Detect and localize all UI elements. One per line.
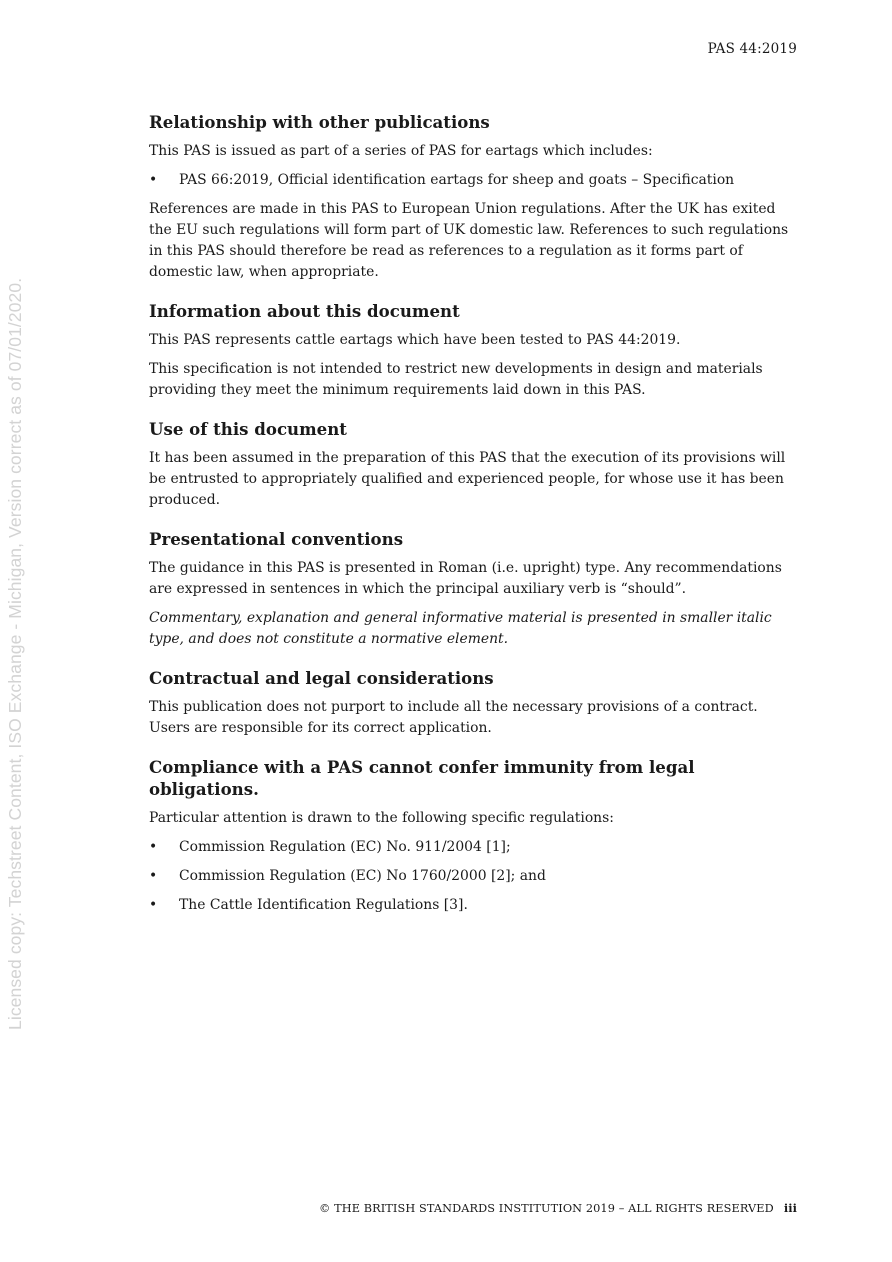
- section-use: [149, 418, 799, 511]
- section-contractual: [149, 667, 799, 739]
- bullet-icon: •: [149, 868, 158, 884]
- list-item: [149, 837, 799, 858]
- page-number: iii: [783, 1201, 797, 1215]
- list-item-text: Commission Regulation (EC) No. 911/2004 [1];: [179, 839, 511, 855]
- bullet-icon: •: [149, 172, 158, 188]
- copyright-notice: © THE BRITISH STANDARDS INSTITUTION 2019 – ALL RIGHTS RESERVED: [319, 1202, 774, 1215]
- bullet-list: [149, 170, 799, 191]
- section-heading: Contractual and legal considerations: [149, 668, 494, 688]
- list-item: [149, 866, 799, 887]
- list-item-text: PAS 66:2019, Official identification eartags for sheep and goats – Specification: [179, 172, 735, 188]
- bullet-list: [149, 837, 799, 916]
- paragraph: This PAS represents cattle eartags which have been tested to PAS 44:2019.: [149, 332, 681, 348]
- section-heading: Information about this document: [149, 301, 460, 321]
- section-information: [149, 300, 799, 401]
- paragraph: Particular attention is drawn to the following specific regulations:: [149, 810, 614, 826]
- list-item: [149, 170, 799, 191]
- paragraph: This PAS is issued as part of a series of PAS for eartags which includes:: [149, 143, 653, 159]
- bullet-icon: •: [149, 839, 158, 855]
- commentary-paragraph: Commentary, explanation and general informative material is presented in smaller italic type, and does not constitute a normative element.: [149, 610, 772, 647]
- paragraph: This specification is not intended to restrict new developments in design and materials providing they meet the minimum requirements laid down in this PAS.: [149, 361, 763, 398]
- paragraph: The guidance in this PAS is presented in Roman (i.e. upright) type. Any recommendations are expressed in sentences in which the principal auxiliary verb is “should”.: [149, 560, 782, 597]
- section-relationship: [149, 111, 799, 283]
- section-conventions: [149, 528, 799, 650]
- paragraph: It has been assumed in the preparation of this PAS that the execution of its provisions will be entrusted to appropriately qualified and experienced people, for whose use it has been produced.: [149, 450, 786, 508]
- paragraph: This publication does not purport to include all the necessary provisions of a contract. Users are responsible for its correct application.: [149, 699, 758, 736]
- page-footer: [319, 1201, 797, 1215]
- bullet-icon: •: [149, 897, 158, 913]
- paragraph: References are made in this PAS to European Union regulations. After the UK has exited the EU such regulations will form part of UK domestic law. References to such regulations in this PAS should therefore be read as references to a regulation as it forms part of domestic law, when appropriate.: [149, 201, 789, 280]
- page-content: [149, 111, 799, 933]
- section-heading: Relationship with other publications: [149, 112, 490, 132]
- list-item: [149, 895, 799, 916]
- section-heading: Compliance with a PAS cannot confer immunity from legal obligations.: [149, 757, 695, 799]
- license-watermark: Licensed copy: Techstreet Content, ISO Exchange - Michigan, Version correct as of 07/01/2020.: [5, 277, 25, 1030]
- section-compliance: [149, 756, 799, 916]
- list-item-text: Commission Regulation (EC) No 1760/2000 [2]; and: [179, 868, 546, 884]
- section-heading: Presentational conventions: [149, 529, 404, 549]
- list-item-text: The Cattle Identification Regulations [3].: [179, 897, 468, 913]
- section-heading: Use of this document: [149, 419, 347, 439]
- document-code: PAS 44:2019: [707, 41, 797, 57]
